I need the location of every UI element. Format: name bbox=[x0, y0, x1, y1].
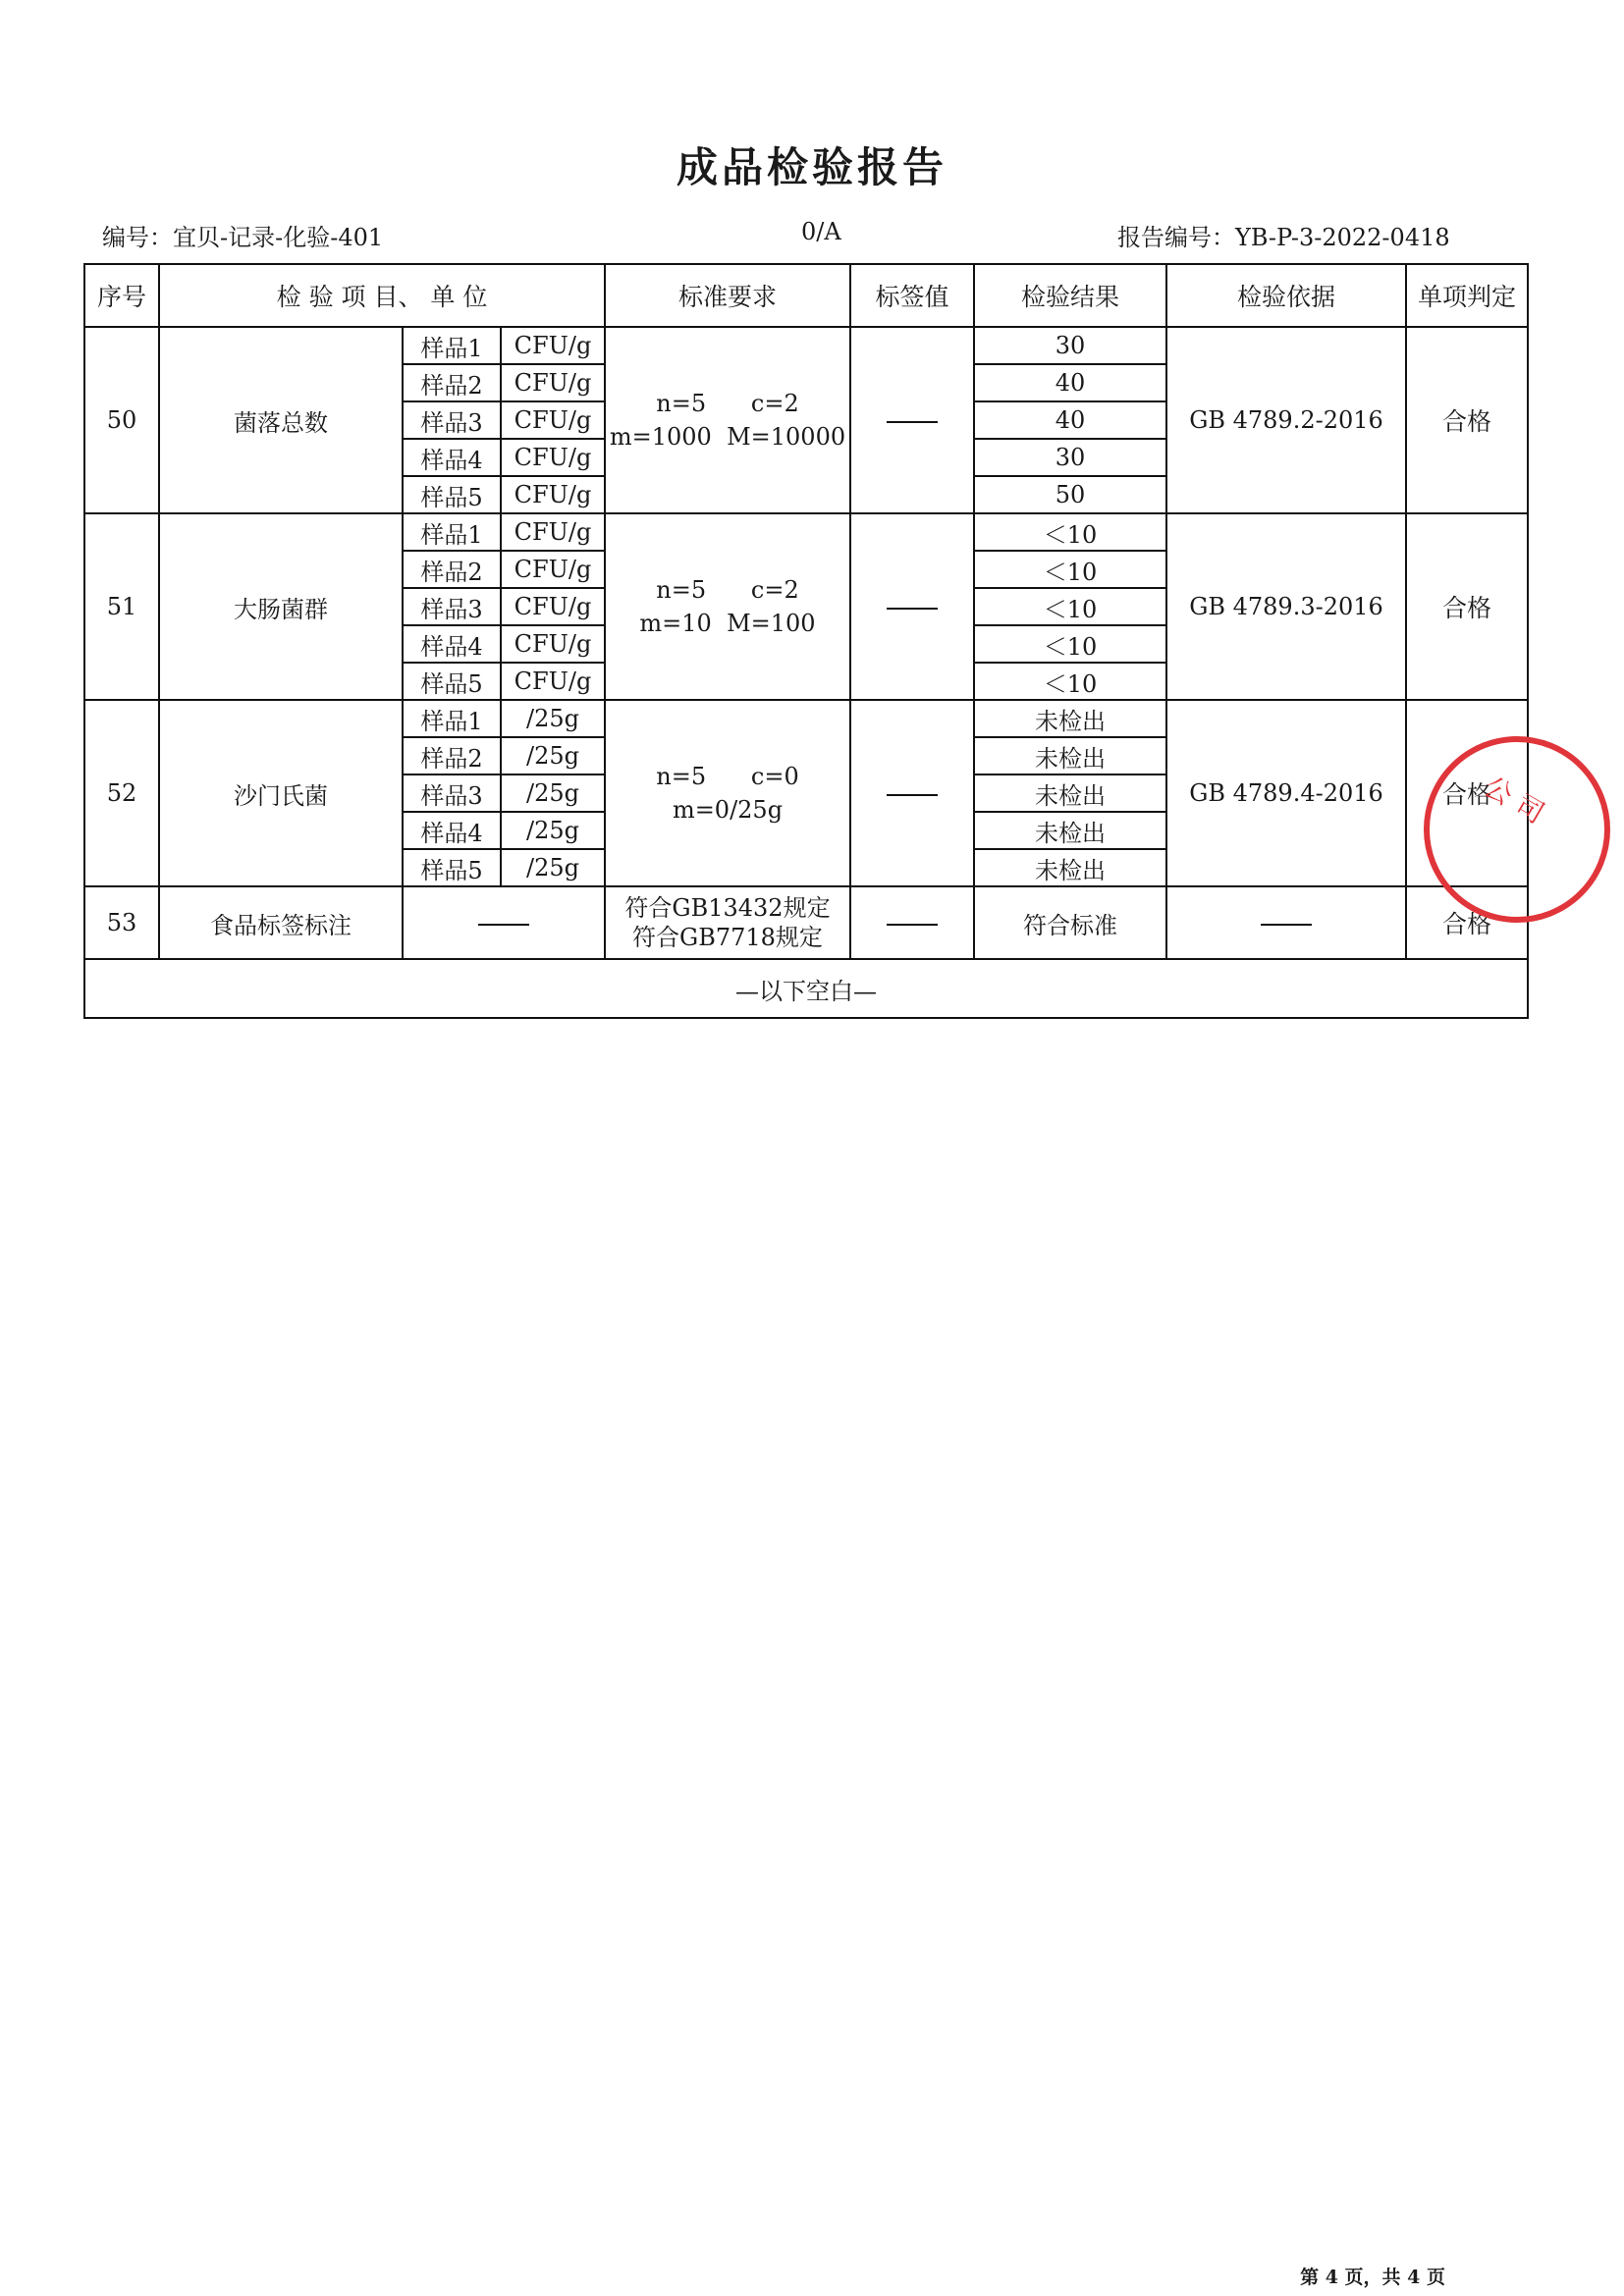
sample-unit: CFU/g bbox=[501, 625, 605, 663]
sample-result: 未检出 bbox=[974, 812, 1166, 849]
table-row bbox=[84, 327, 1528, 364]
header-row bbox=[84, 264, 1528, 327]
standard-line-1: n=5 c=0 bbox=[656, 763, 799, 790]
sample-unit: CFU/g bbox=[501, 476, 605, 513]
sample-result: 30 bbox=[974, 327, 1166, 364]
item-name: 沙门氏菌 bbox=[159, 700, 403, 886]
dash-mark bbox=[887, 794, 938, 796]
sample-label: 样品3 bbox=[403, 774, 501, 812]
table-row bbox=[84, 700, 1528, 737]
sample-result: 未检出 bbox=[974, 700, 1166, 737]
item-name: 食品标签标注 bbox=[159, 886, 403, 959]
sample-unit: CFU/g bbox=[501, 663, 605, 700]
sample-result: ＜10 bbox=[974, 513, 1166, 551]
sample-label: 样品1 bbox=[403, 327, 501, 364]
sample-label: 样品2 bbox=[403, 364, 501, 401]
blank-note: —以下空白— bbox=[84, 959, 1528, 1018]
sample-result: 30 bbox=[974, 439, 1166, 476]
standard-line-2: m=10 M=100 bbox=[639, 610, 816, 637]
sample-unit: /25g bbox=[501, 812, 605, 849]
sample-unit: /25g bbox=[501, 774, 605, 812]
label-value-dash bbox=[850, 700, 974, 886]
judgment: 合格 bbox=[1406, 327, 1528, 513]
inspection-table bbox=[83, 263, 1529, 1019]
sample-unit: CFU/g bbox=[501, 439, 605, 476]
basis-dash bbox=[1166, 886, 1406, 959]
table-row bbox=[84, 513, 1528, 551]
unit-dash bbox=[403, 886, 605, 959]
header-result: 检验结果 bbox=[974, 264, 1166, 327]
standard-requirement bbox=[605, 886, 850, 959]
sample-result: 40 bbox=[974, 364, 1166, 401]
standard-line-1: 符合GB13432规定 bbox=[624, 894, 831, 922]
sample-unit: CFU/g bbox=[501, 327, 605, 364]
sample-label: 样品4 bbox=[403, 439, 501, 476]
sample-result: ＜10 bbox=[974, 588, 1166, 625]
sample-unit: CFU/g bbox=[501, 364, 605, 401]
standard-line-1: n=5 c=2 bbox=[656, 390, 799, 417]
report-number: 报告编号：YB-P-3-2022-0418 bbox=[1117, 224, 1450, 251]
version-code: 0/A bbox=[801, 218, 841, 245]
header-seq: 序号 bbox=[84, 264, 159, 327]
header-judgment: 单项判定 bbox=[1406, 264, 1528, 327]
test-basis: GB 4789.3-2016 bbox=[1166, 513, 1406, 700]
sample-result: ＜10 bbox=[974, 663, 1166, 700]
sample-result: ＜10 bbox=[974, 625, 1166, 663]
header-basis: 检验依据 bbox=[1166, 264, 1406, 327]
standard-line-2: 符合GB7718规定 bbox=[632, 924, 823, 951]
sample-label: 样品5 bbox=[403, 849, 501, 886]
sample-label: 样品2 bbox=[403, 551, 501, 588]
sample-result: 50 bbox=[974, 476, 1166, 513]
item-seq: 52 bbox=[84, 700, 159, 886]
header-label-value: 标签值 bbox=[850, 264, 974, 327]
item-name: 菌落总数 bbox=[159, 327, 403, 513]
sample-unit: CFU/g bbox=[501, 513, 605, 551]
item-seq: 53 bbox=[84, 886, 159, 959]
sample-label: 样品5 bbox=[403, 476, 501, 513]
sample-unit: /25g bbox=[501, 700, 605, 737]
page-title: 成品检验报告 bbox=[676, 143, 947, 191]
test-basis: GB 4789.4-2016 bbox=[1166, 700, 1406, 886]
standard-requirement bbox=[605, 700, 850, 886]
sample-label: 样品4 bbox=[403, 812, 501, 849]
item-seq: 51 bbox=[84, 513, 159, 700]
table-row bbox=[84, 959, 1528, 1018]
sample-label: 样品1 bbox=[403, 700, 501, 737]
item-name: 大肠菌群 bbox=[159, 513, 403, 700]
standard-line-2: m=1000 M=10000 bbox=[609, 423, 846, 451]
dash-mark bbox=[887, 608, 938, 610]
standard-requirement bbox=[605, 327, 850, 513]
sample-label: 样品1 bbox=[403, 513, 501, 551]
dash-mark bbox=[887, 421, 938, 423]
header-item-unit: 检 验 项 目、 单 位 bbox=[159, 264, 605, 327]
dash-mark bbox=[478, 924, 529, 926]
sample-unit: /25g bbox=[501, 737, 605, 774]
test-basis: GB 4789.2-2016 bbox=[1166, 327, 1406, 513]
dash-mark bbox=[887, 924, 938, 926]
sample-label: 样品4 bbox=[403, 625, 501, 663]
sample-unit: CFU/g bbox=[501, 551, 605, 588]
sample-result: ＜10 bbox=[974, 551, 1166, 588]
judgment: 合格 bbox=[1406, 886, 1528, 959]
document-number: 编号：宜贝-记录-化验-401 bbox=[102, 224, 384, 251]
header-standard: 标准要求 bbox=[605, 264, 850, 327]
seal-text: 公 司 bbox=[1478, 770, 1550, 830]
standard-line-2: m=0/25g bbox=[672, 796, 784, 824]
table-row bbox=[84, 886, 1528, 959]
sample-result: 未检出 bbox=[974, 774, 1166, 812]
item-result: 符合标准 bbox=[974, 886, 1166, 959]
sample-unit: /25g bbox=[501, 849, 605, 886]
label-value-dash bbox=[850, 513, 974, 700]
sample-result: 未检出 bbox=[974, 849, 1166, 886]
sample-label: 样品3 bbox=[403, 401, 501, 439]
label-value-dash bbox=[850, 886, 974, 959]
judgment: 合格 bbox=[1406, 700, 1528, 886]
standard-requirement bbox=[605, 513, 850, 700]
page-footer: 第 4 页，共 4 页 bbox=[1300, 2267, 1445, 2288]
sample-label: 样品5 bbox=[403, 663, 501, 700]
dash-mark bbox=[1261, 924, 1312, 926]
sample-result: 40 bbox=[974, 401, 1166, 439]
judgment: 合格 bbox=[1406, 513, 1528, 700]
standard-line-1: n=5 c=2 bbox=[656, 576, 799, 604]
sample-label: 样品3 bbox=[403, 588, 501, 625]
sample-label: 样品2 bbox=[403, 737, 501, 774]
sample-unit: CFU/g bbox=[501, 588, 605, 625]
sample-result: 未检出 bbox=[974, 737, 1166, 774]
sample-unit: CFU/g bbox=[501, 401, 605, 439]
label-value-dash bbox=[850, 327, 974, 513]
item-seq: 50 bbox=[84, 327, 159, 513]
